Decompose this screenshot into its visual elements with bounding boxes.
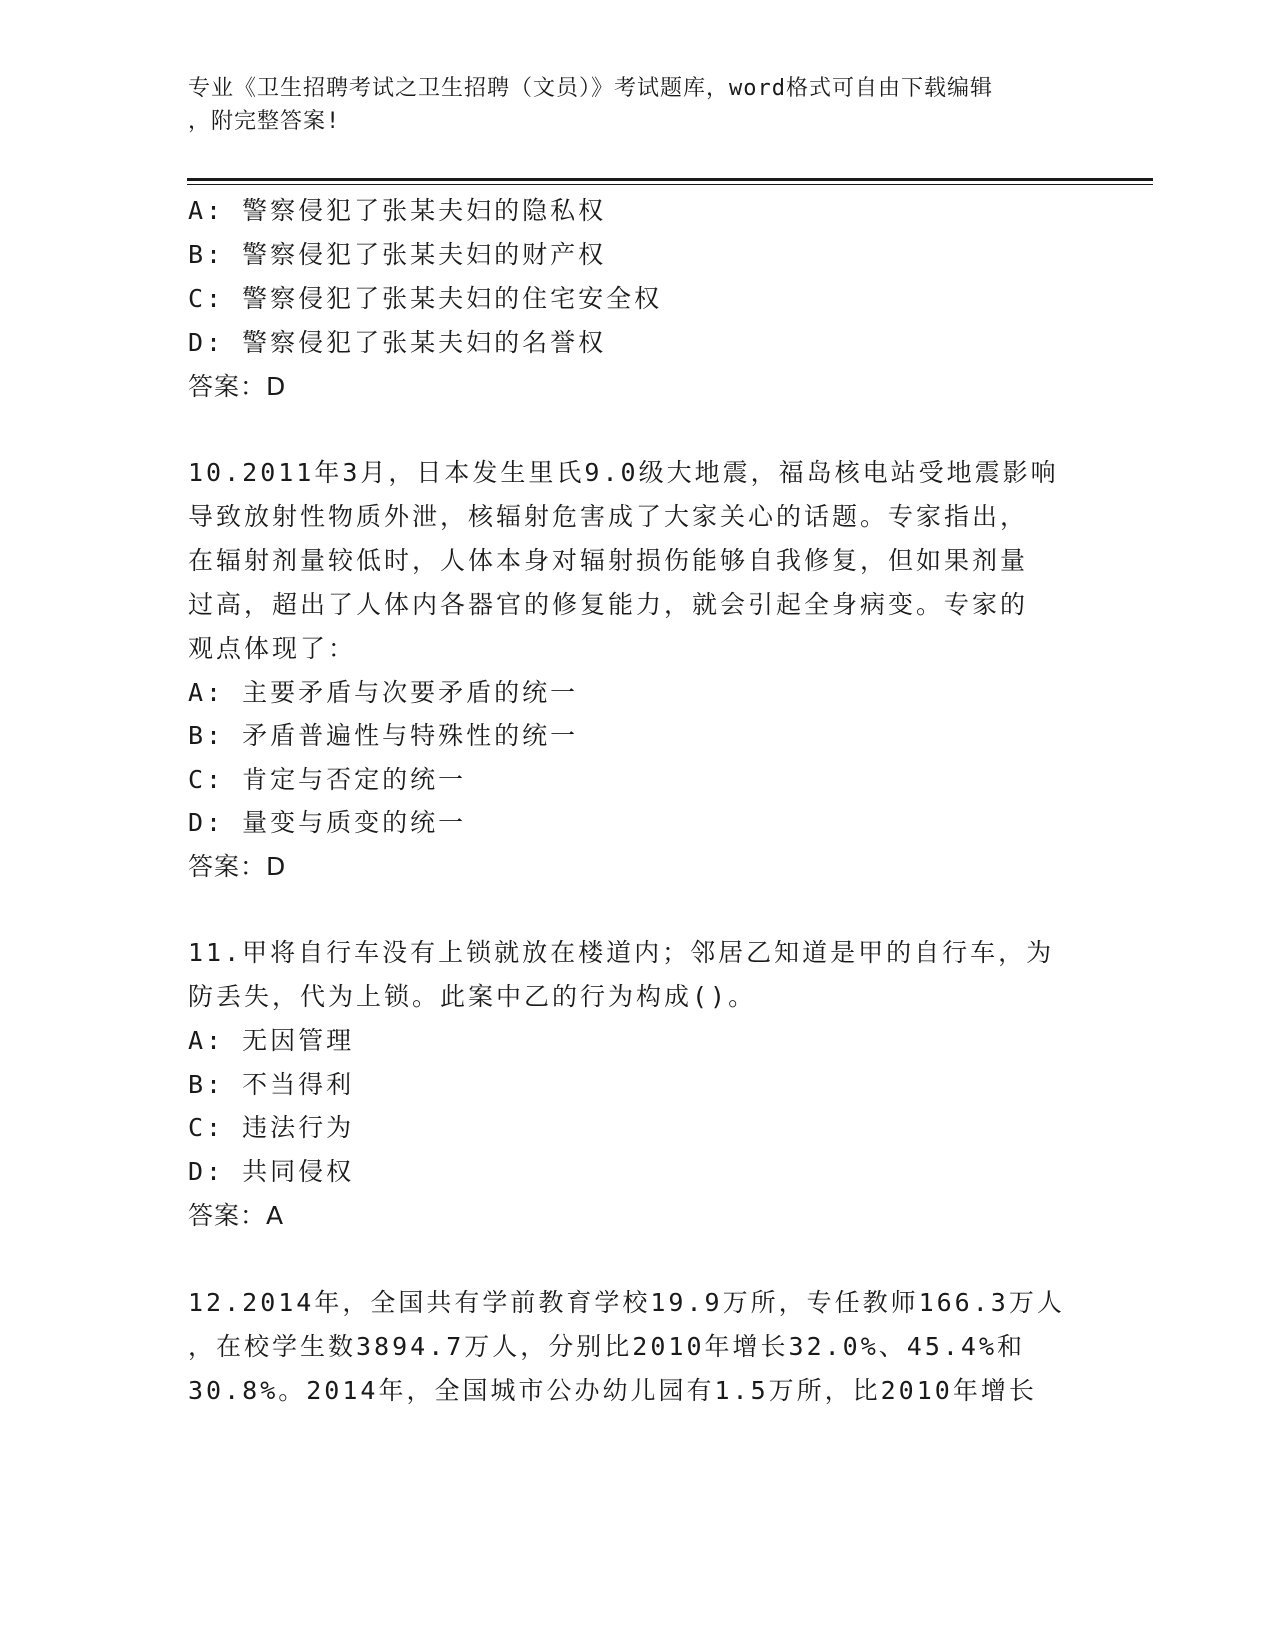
document-header <box>188 72 1088 138</box>
q9-option-b: B: 警察侵犯了张某夫妇的财产权 <box>188 240 607 269</box>
q11-option-d: D: 共同侵权 <box>188 1157 355 1186</box>
q12-stem-line-2: ，在校学生数3894.7万人，分别比2010年增长32.0%、45.4%和 <box>188 1332 1026 1361</box>
q12-stem-line-1: 12.2014年，全国共有学前教育学校19.9万所，专任教师166.3万人 <box>188 1288 1065 1317</box>
q10-stem-line-4: 过高，超出了人体内各器官的修复能力，就会引起全身病变。专家的 <box>188 590 1029 619</box>
q11-stem-line-2: 防丢失，代为上锁。此案中乙的行为构成()。 <box>188 982 757 1011</box>
q11-answer: 答案：A <box>188 1201 285 1230</box>
q11-option-a: A: 无因管理 <box>188 1026 355 1055</box>
q9-option-c: C: 警察侵犯了张某夫妇的住宅安全权 <box>188 284 663 313</box>
header-divider-thick <box>187 178 1153 181</box>
q10-answer: 答案：D <box>188 852 287 881</box>
q10-option-a: A: 主要矛盾与次要矛盾的统一 <box>188 678 579 707</box>
q10-stem-line-3: 在辐射剂量较低时，人体本身对辐射损伤能够自我修复，但如果剂量 <box>188 546 1029 575</box>
q9-answer: 答案：D <box>188 372 287 401</box>
header-line-2: ，附完整答案! <box>188 109 341 134</box>
q10-stem-line-1: 10.2011年3月，日本发生里氏9.0级大地震，福岛核电站受地震影响 <box>188 458 1059 487</box>
q11-option-b: B: 不当得利 <box>188 1070 355 1099</box>
q10-stem-line-2: 导致放射性物质外泄，核辐射危害成了大家关心的话题。专家指出， <box>188 502 1029 531</box>
q10-option-d: D: 量变与质变的统一 <box>188 808 467 837</box>
q11-stem-line-1: 11.甲将自行车没有上锁就放在楼道内；邻居乙知道是甲的自行车，为 <box>188 938 1055 967</box>
q10-option-c: C: 肯定与否定的统一 <box>188 765 467 794</box>
q9-option-d: D: 警察侵犯了张某夫妇的名誉权 <box>188 328 607 357</box>
q12-stem-line-3: 30.8%。2014年，全国城市公办幼儿园有1.5万所，比2010年增长 <box>188 1376 1037 1405</box>
q11-option-c: C: 违法行为 <box>188 1113 355 1142</box>
q9-option-a: A: 警察侵犯了张某夫妇的隐私权 <box>188 196 607 225</box>
q10-stem-line-5: 观点体现了： <box>188 634 357 663</box>
header-line-1: 专业《卫生招聘考试之卫生招聘（文员）》考试题库，word格式可自由下载编辑 <box>188 76 993 101</box>
q10-option-b: B: 矛盾普遍性与特殊性的统一 <box>188 721 579 750</box>
header-divider-thin <box>187 184 1153 185</box>
